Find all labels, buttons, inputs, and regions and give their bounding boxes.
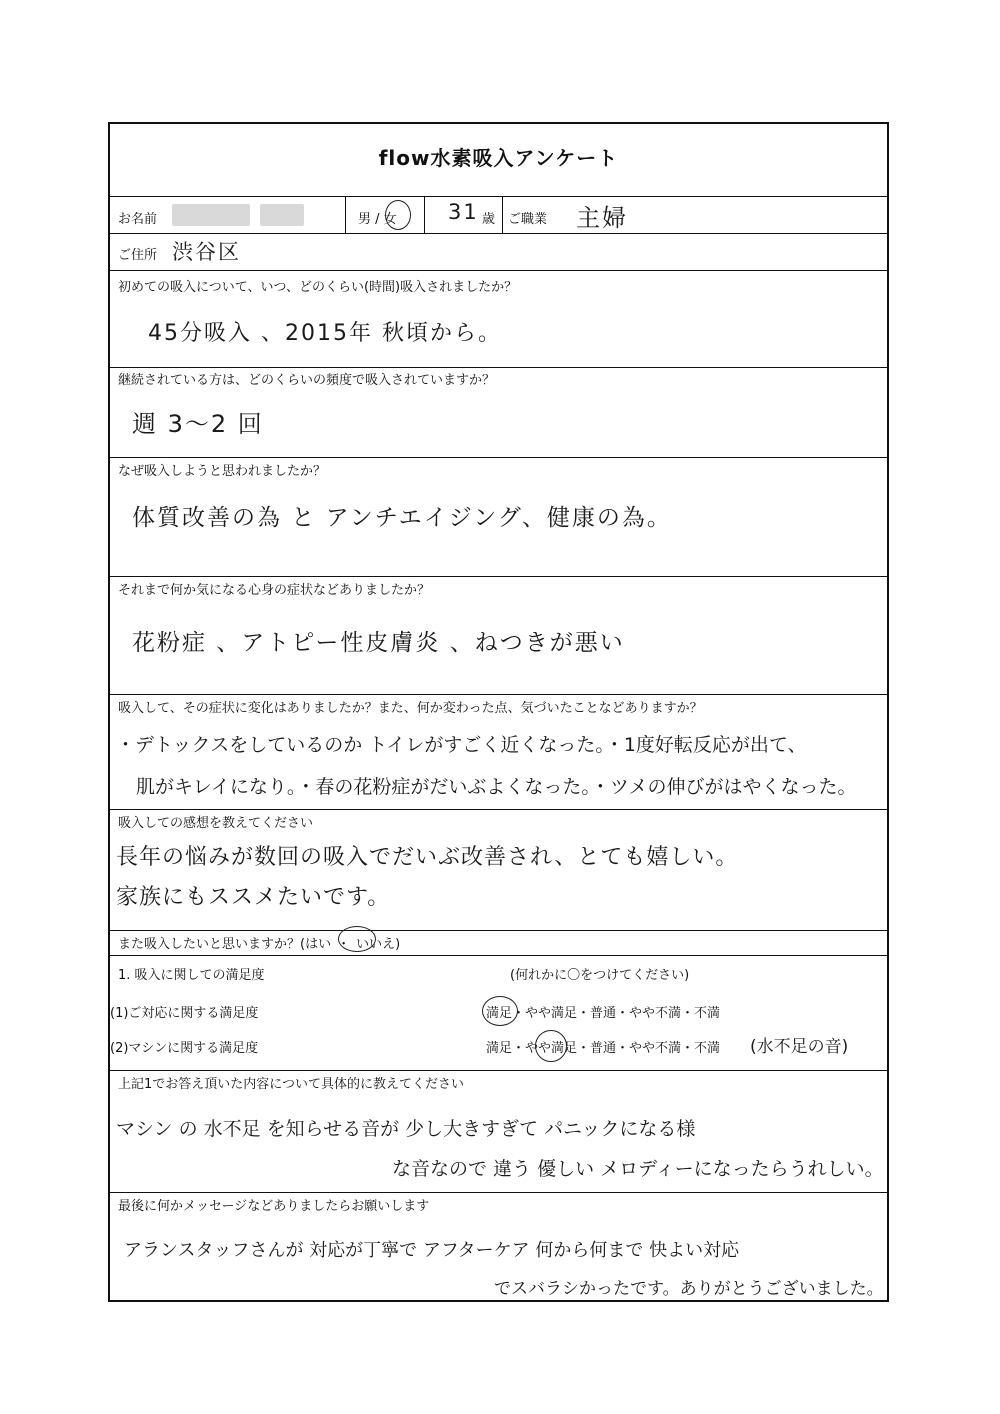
question-repeat-text: また吸入したいと思いますか？( (118, 937, 306, 952)
form-title: flow水素吸入アンケート (378, 146, 619, 170)
row-divider (110, 576, 887, 577)
question-symptoms: それまで何か気になる心身の症状などありましたか？ (118, 583, 431, 598)
row-divider (110, 367, 887, 368)
answer-changes-line1: ・デトックスをしているのか トイレがすごく近くなった。・1度好転反応が出て、 (116, 734, 807, 756)
question-impressions: 吸入しての感想を教えてください (118, 816, 314, 831)
row-divider (110, 1070, 887, 1071)
repeat-no-option: いいえ (356, 937, 396, 952)
repeat-selected-circle (338, 926, 376, 952)
machine-note: (水不足の音) (750, 1037, 849, 1057)
answer-details-line2: な音なので 違う 優しい メロディーになったらうれしい。 (392, 1158, 884, 1180)
occupation-label: ご職業 (508, 212, 548, 227)
age-value: 31 (448, 200, 479, 224)
row-divider (110, 457, 887, 458)
answer-reason: 体質改善の為 と アンチエイジング、健康の為。 (132, 505, 672, 531)
answer-details-line1: マシン の 水不足 を知らせる音が 少し大きすぎて パニックになる様 (116, 1118, 696, 1140)
satisfaction-service-label: (1)ご対応に関する満足度 (110, 1006, 259, 1021)
answer-frequency: 週 3〜2 回 (132, 410, 264, 438)
answer-symptoms: 花粉症 、アトピー性皮膚炎 、ねつきが悪い (132, 630, 625, 656)
answer-message-line2: でスバラシかったです。ありがとうございました。 (494, 1279, 884, 1299)
gender-options: 男 / 女 (358, 212, 397, 227)
satisfaction-machine-scale: 満足・やや満足・普通・やや不満・不満 (486, 1041, 721, 1056)
row-divider (110, 270, 887, 271)
address-label: ご住所 (118, 248, 158, 263)
repeat-close-paren: ) (395, 937, 401, 952)
question-reason: なぜ吸入しようと思われましたか？ (118, 464, 327, 479)
address-value: 渋谷区 (172, 240, 241, 264)
repeat-separator: ・ (337, 937, 351, 952)
satisfaction-machine-label: (2)マシンに関する満足度 (110, 1041, 259, 1056)
machine-selected-circle (535, 1030, 567, 1062)
satisfaction-instruction: (何れかに〇をつけてください) (510, 968, 690, 983)
row-divider (110, 694, 887, 695)
row-divider (110, 233, 887, 234)
satisfaction-service-scale: 満足・やや満足・普通・やや不満・不満 (486, 1006, 721, 1021)
age-unit: 歳 (482, 212, 496, 227)
cell-divider (424, 196, 425, 233)
cell-divider (345, 196, 346, 233)
question-first-inhalation: 初めての吸入について、いつ、どのくらい(時間)吸入されましたか？ (118, 280, 518, 295)
survey-form (108, 122, 889, 1302)
answer-impressions-line1: 長年の悩みが数回の吸入でだいぶ改善され、とても嬉しい。 (116, 845, 739, 870)
row-divider (110, 1192, 887, 1193)
redacted-name (172, 204, 250, 226)
answer-impressions-line2: 家族にもススメたいです。 (116, 885, 391, 910)
repeat-yes-option: はい (305, 937, 332, 952)
name-label: お名前 (118, 212, 158, 227)
row-divider (110, 196, 887, 197)
row-divider (110, 930, 887, 931)
question-message: 最後に何かメッセージなどありましたらお願いします (118, 1199, 430, 1214)
row-divider (110, 809, 887, 810)
gender-selected-circle (385, 200, 411, 230)
row-divider (110, 955, 887, 956)
question-frequency: 継続されている方は、どのくらいの頻度で吸入されていますか？ (118, 373, 496, 388)
satisfaction-heading: 1. 吸入に関しての満足度 (118, 968, 265, 983)
answer-changes-line2: 肌がキレイになり。・春の花粉症がだいぶよくなった。・ツメの伸びがはやくなった。 (136, 776, 857, 798)
service-selected-circle (482, 996, 518, 1026)
redacted-name (260, 204, 304, 226)
occupation-value: 主婦 (576, 204, 628, 232)
question-details: 上記1でお答え頂いた内容について具体的に教えてください (118, 1077, 465, 1092)
answer-message-line1: アランスタッフさんが 対応が丁寧で アフターケア 何から何まで 快よい対応 (124, 1240, 740, 1261)
question-changes: 吸入して、その症状に変化はありましたか？また、何か変わった点、気づいたことなどありますか？ (118, 701, 703, 716)
answer-first-inhalation: 45分吸入 、2015年 秋頃から。 (148, 321, 502, 346)
cell-divider (502, 196, 503, 233)
